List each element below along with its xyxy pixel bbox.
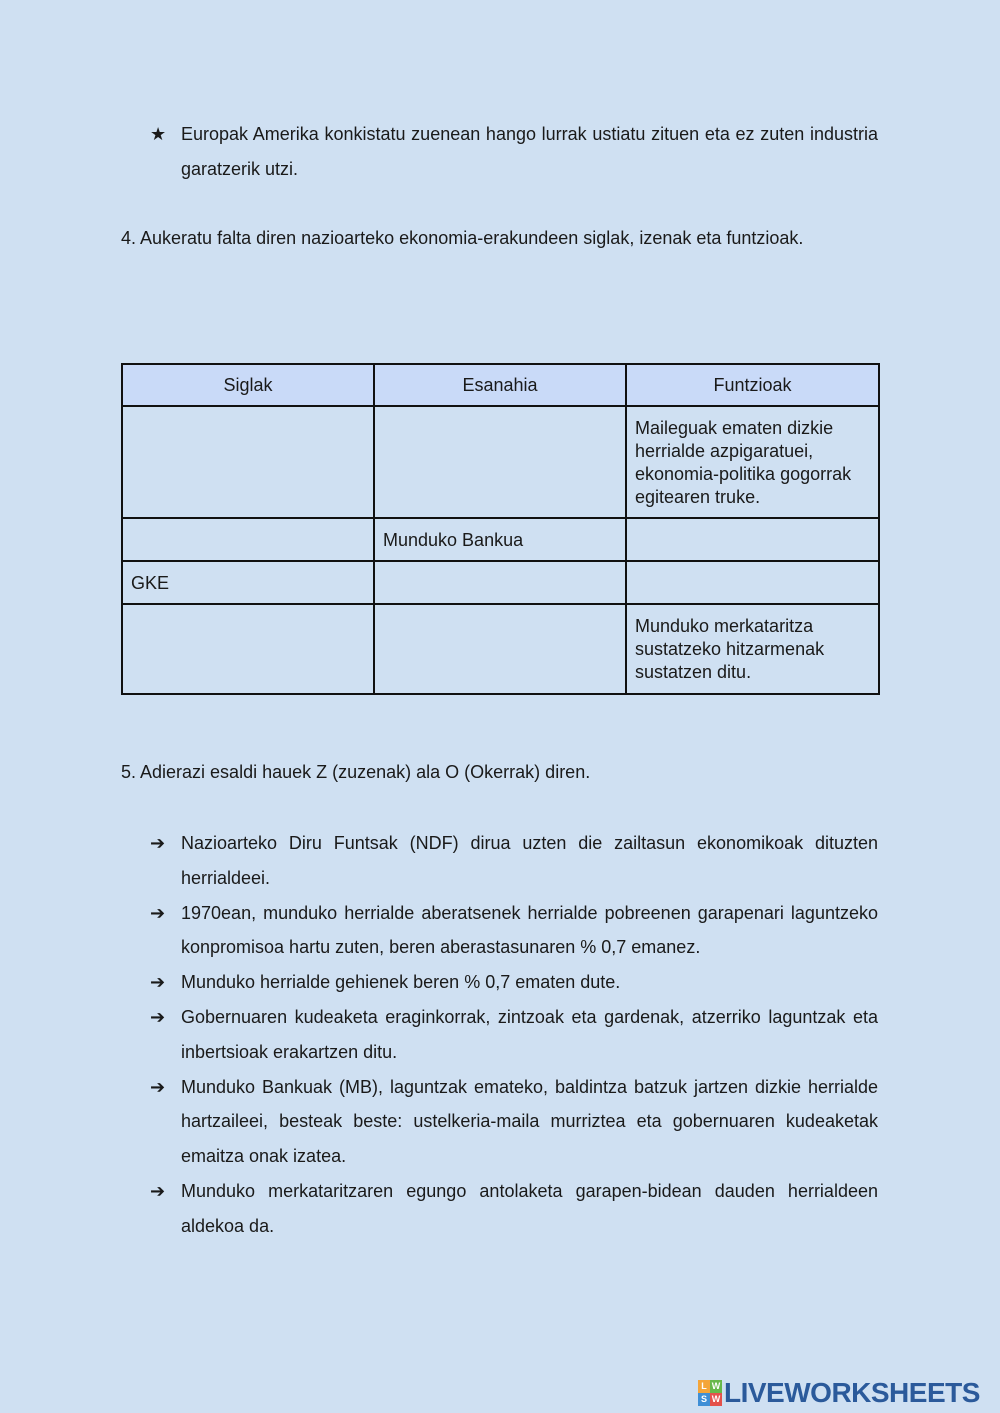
header-siglak: Siglak xyxy=(122,364,374,406)
list-item xyxy=(150,896,878,966)
answer-cell-siglak[interactable] xyxy=(122,518,374,561)
question-4-prompt: 4. Aukeratu falta diren nazioarteko ekonomia-erakundeen siglak, izenak eta funtzioak. xyxy=(121,228,804,248)
organizations-table xyxy=(121,363,880,695)
list-item xyxy=(150,1000,878,1070)
table-cell-esanahia: Munduko Bankua xyxy=(374,518,626,561)
statement-text: Munduko herrialde gehienek beren % 0,7 ematen dute. xyxy=(181,972,621,993)
list-item xyxy=(150,965,878,1000)
star-bullet-text: Europak Amerika konkistatu zuenean hango lurrak ustiatu zituen eta ez zuten industria garatzerik utzi. xyxy=(181,124,878,179)
statements-list xyxy=(150,826,878,1244)
statement-text: 1970ean, munduko herrialde aberatsenek herrialde pobreenen garapenari laguntzeko konpromisoa hartu zuten, beren aberastasunaren % 0,7 emanez. xyxy=(181,902,878,958)
table-row xyxy=(122,561,879,604)
arrow-right-icon: ➔ xyxy=(150,902,166,923)
statement-text: Munduko merkataritzaren egungo antolaketa garapen-bidean dauden herrialdeen aldekoa da. xyxy=(181,1180,878,1236)
statement-text: Nazioarteko Diru Funtsak (NDF) dirua uzten die zailtasun ekonomikoak dituzten herrialdeei. xyxy=(181,833,878,888)
table-cell-siglak: GKE xyxy=(122,561,374,604)
answer-cell-funtzioak[interactable] xyxy=(626,518,879,561)
table-cell-funtzioak: Maileguak ematen dizkie herrialde azpigaratuei, ekonomia-politika gogorrak egitearen truke. xyxy=(626,406,879,518)
answer-cell-funtzioak[interactable] xyxy=(626,561,879,604)
table-row xyxy=(122,604,879,694)
arrow-right-icon: ➔ xyxy=(150,1180,166,1201)
statement-text: Gobernuaren kudeaketa eraginkorrak, zintzoak eta gardenak, atzerriko laguntzak eta inbertsioak erakartzen ditu. xyxy=(181,1006,878,1062)
star-bullet-item xyxy=(150,117,878,187)
arrow-right-icon: ➔ xyxy=(150,833,166,853)
list-item xyxy=(150,826,878,896)
table-cell-funtzioak: Munduko merkataritza sustatzeko hitzarmenak sustatzen ditu. xyxy=(626,604,879,694)
table-row xyxy=(122,518,879,561)
header-funtzioak: Funtzioak xyxy=(626,364,879,406)
question-5-prompt: 5. Adierazi esaldi hauek Z (zuzenak) ala O (Okerrak) diren. xyxy=(121,762,591,782)
list-item xyxy=(150,1070,878,1174)
answer-cell-esanahia[interactable] xyxy=(374,561,626,604)
list-item xyxy=(150,1174,878,1244)
answer-cell-esanahia[interactable] xyxy=(374,406,626,518)
header-esanahia: Esanahia xyxy=(374,364,626,406)
liveworksheets-logo xyxy=(698,1378,980,1408)
arrow-right-icon: ➔ xyxy=(150,1076,166,1097)
arrow-right-icon: ➔ xyxy=(150,972,166,993)
table-header-row xyxy=(122,364,879,406)
statement-text: Munduko Bankuak (MB), laguntzak emateko, baldintza batzuk jartzen dizkie herrialde hartzaileei, besteak beste: ustelkeria-maila murriztea eta gobernuaren kudeaketak emaitza onak izatea. xyxy=(181,1076,878,1167)
star-icon: ★ xyxy=(150,124,167,144)
answer-cell-siglak[interactable] xyxy=(122,604,374,694)
logo-mark-icon: L W S W xyxy=(698,1380,722,1406)
arrow-right-icon: ➔ xyxy=(150,1006,166,1027)
answer-cell-siglak[interactable] xyxy=(122,406,374,518)
logo-wordmark: LIVEWORKSHEETS xyxy=(724,1377,980,1408)
answer-cell-esanahia[interactable] xyxy=(374,604,626,694)
table-row xyxy=(122,406,879,518)
